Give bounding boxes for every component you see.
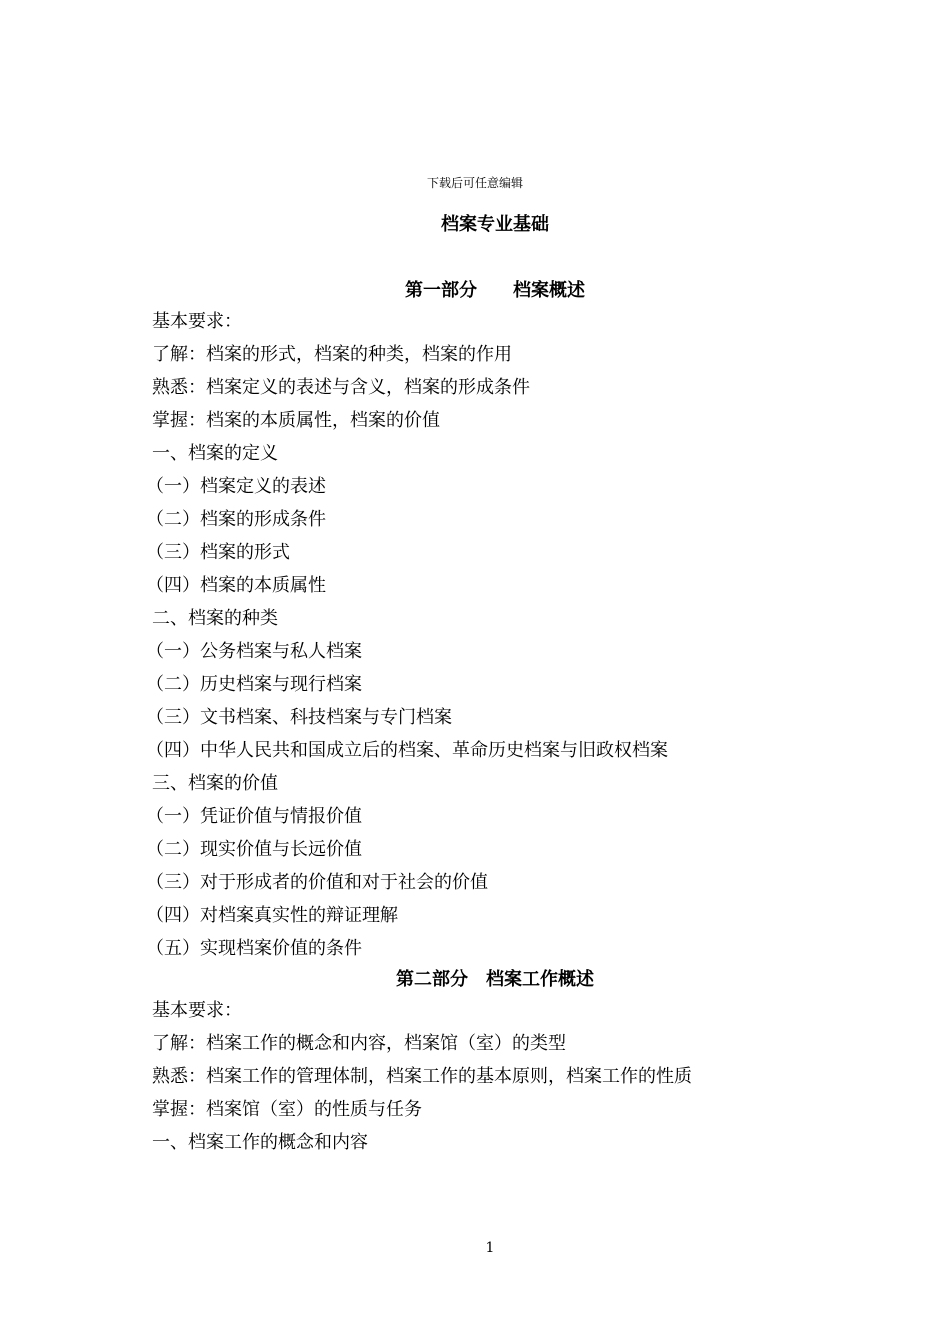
part2-line: 掌握：档案馆（室）的性质与任务 <box>152 1099 422 1120</box>
part1-line: （五）实现档案价值的条件 <box>146 938 362 959</box>
part1-line: （四）对档案真实性的辩证理解 <box>146 905 398 926</box>
part1-line: （三）档案的形式 <box>146 542 290 563</box>
part1-line: （四）档案的本质属性 <box>146 575 326 596</box>
part1-line: （二）档案的形成条件 <box>146 509 326 530</box>
part2-line: 基本要求： <box>152 1000 242 1021</box>
part1-body <box>146 305 852 965</box>
part1-line: 三、档案的价值 <box>152 773 278 794</box>
part1-line: 基本要求： <box>152 311 242 332</box>
page-number: 1 <box>485 1240 495 1256</box>
part1-line: （一）公务档案与私人档案 <box>146 641 362 662</box>
part1-line: （四）中华人民共和国成立后的档案、革命历史档案与旧政权档案 <box>146 740 668 761</box>
part1-line: 一、档案的定义 <box>152 443 278 464</box>
document-title: 档案专业基础 <box>441 214 549 235</box>
part1-line: （一）档案定义的表述 <box>146 476 326 497</box>
part1-line: （三）对于形成者的价值和对于社会的价值 <box>146 872 488 893</box>
part1-line: （二）历史档案与现行档案 <box>146 674 362 695</box>
part1-line: （三）文书档案、科技档案与专门档案 <box>146 707 452 728</box>
part2-line: 了解：档案工作的概念和内容，档案馆（室）的类型 <box>152 1033 566 1054</box>
part2-heading: 第二部分 档案工作概述 <box>396 969 594 990</box>
part1-line: 了解：档案的形式，档案的种类，档案的作用 <box>152 344 512 365</box>
part1-line: （一）凭证价值与情报价值 <box>146 806 362 827</box>
part1-line: 熟悉：档案定义的表述与含义，档案的形成条件 <box>152 377 530 398</box>
part2-line: 一、档案工作的概念和内容 <box>152 1132 368 1153</box>
part2-line: 熟悉：档案工作的管理体制，档案工作的基本原则，档案工作的性质 <box>152 1066 692 1087</box>
part1-line: 二、档案的种类 <box>152 608 278 629</box>
part1-heading: 第一部分 档案概述 <box>405 280 585 301</box>
header-note: 下载后可任意编辑 <box>426 176 523 190</box>
part1-line: （二）现实价值与长远价值 <box>146 839 362 860</box>
part2-body <box>152 994 852 1159</box>
part1-line: 掌握：档案的本质属性，档案的价值 <box>152 410 440 431</box>
